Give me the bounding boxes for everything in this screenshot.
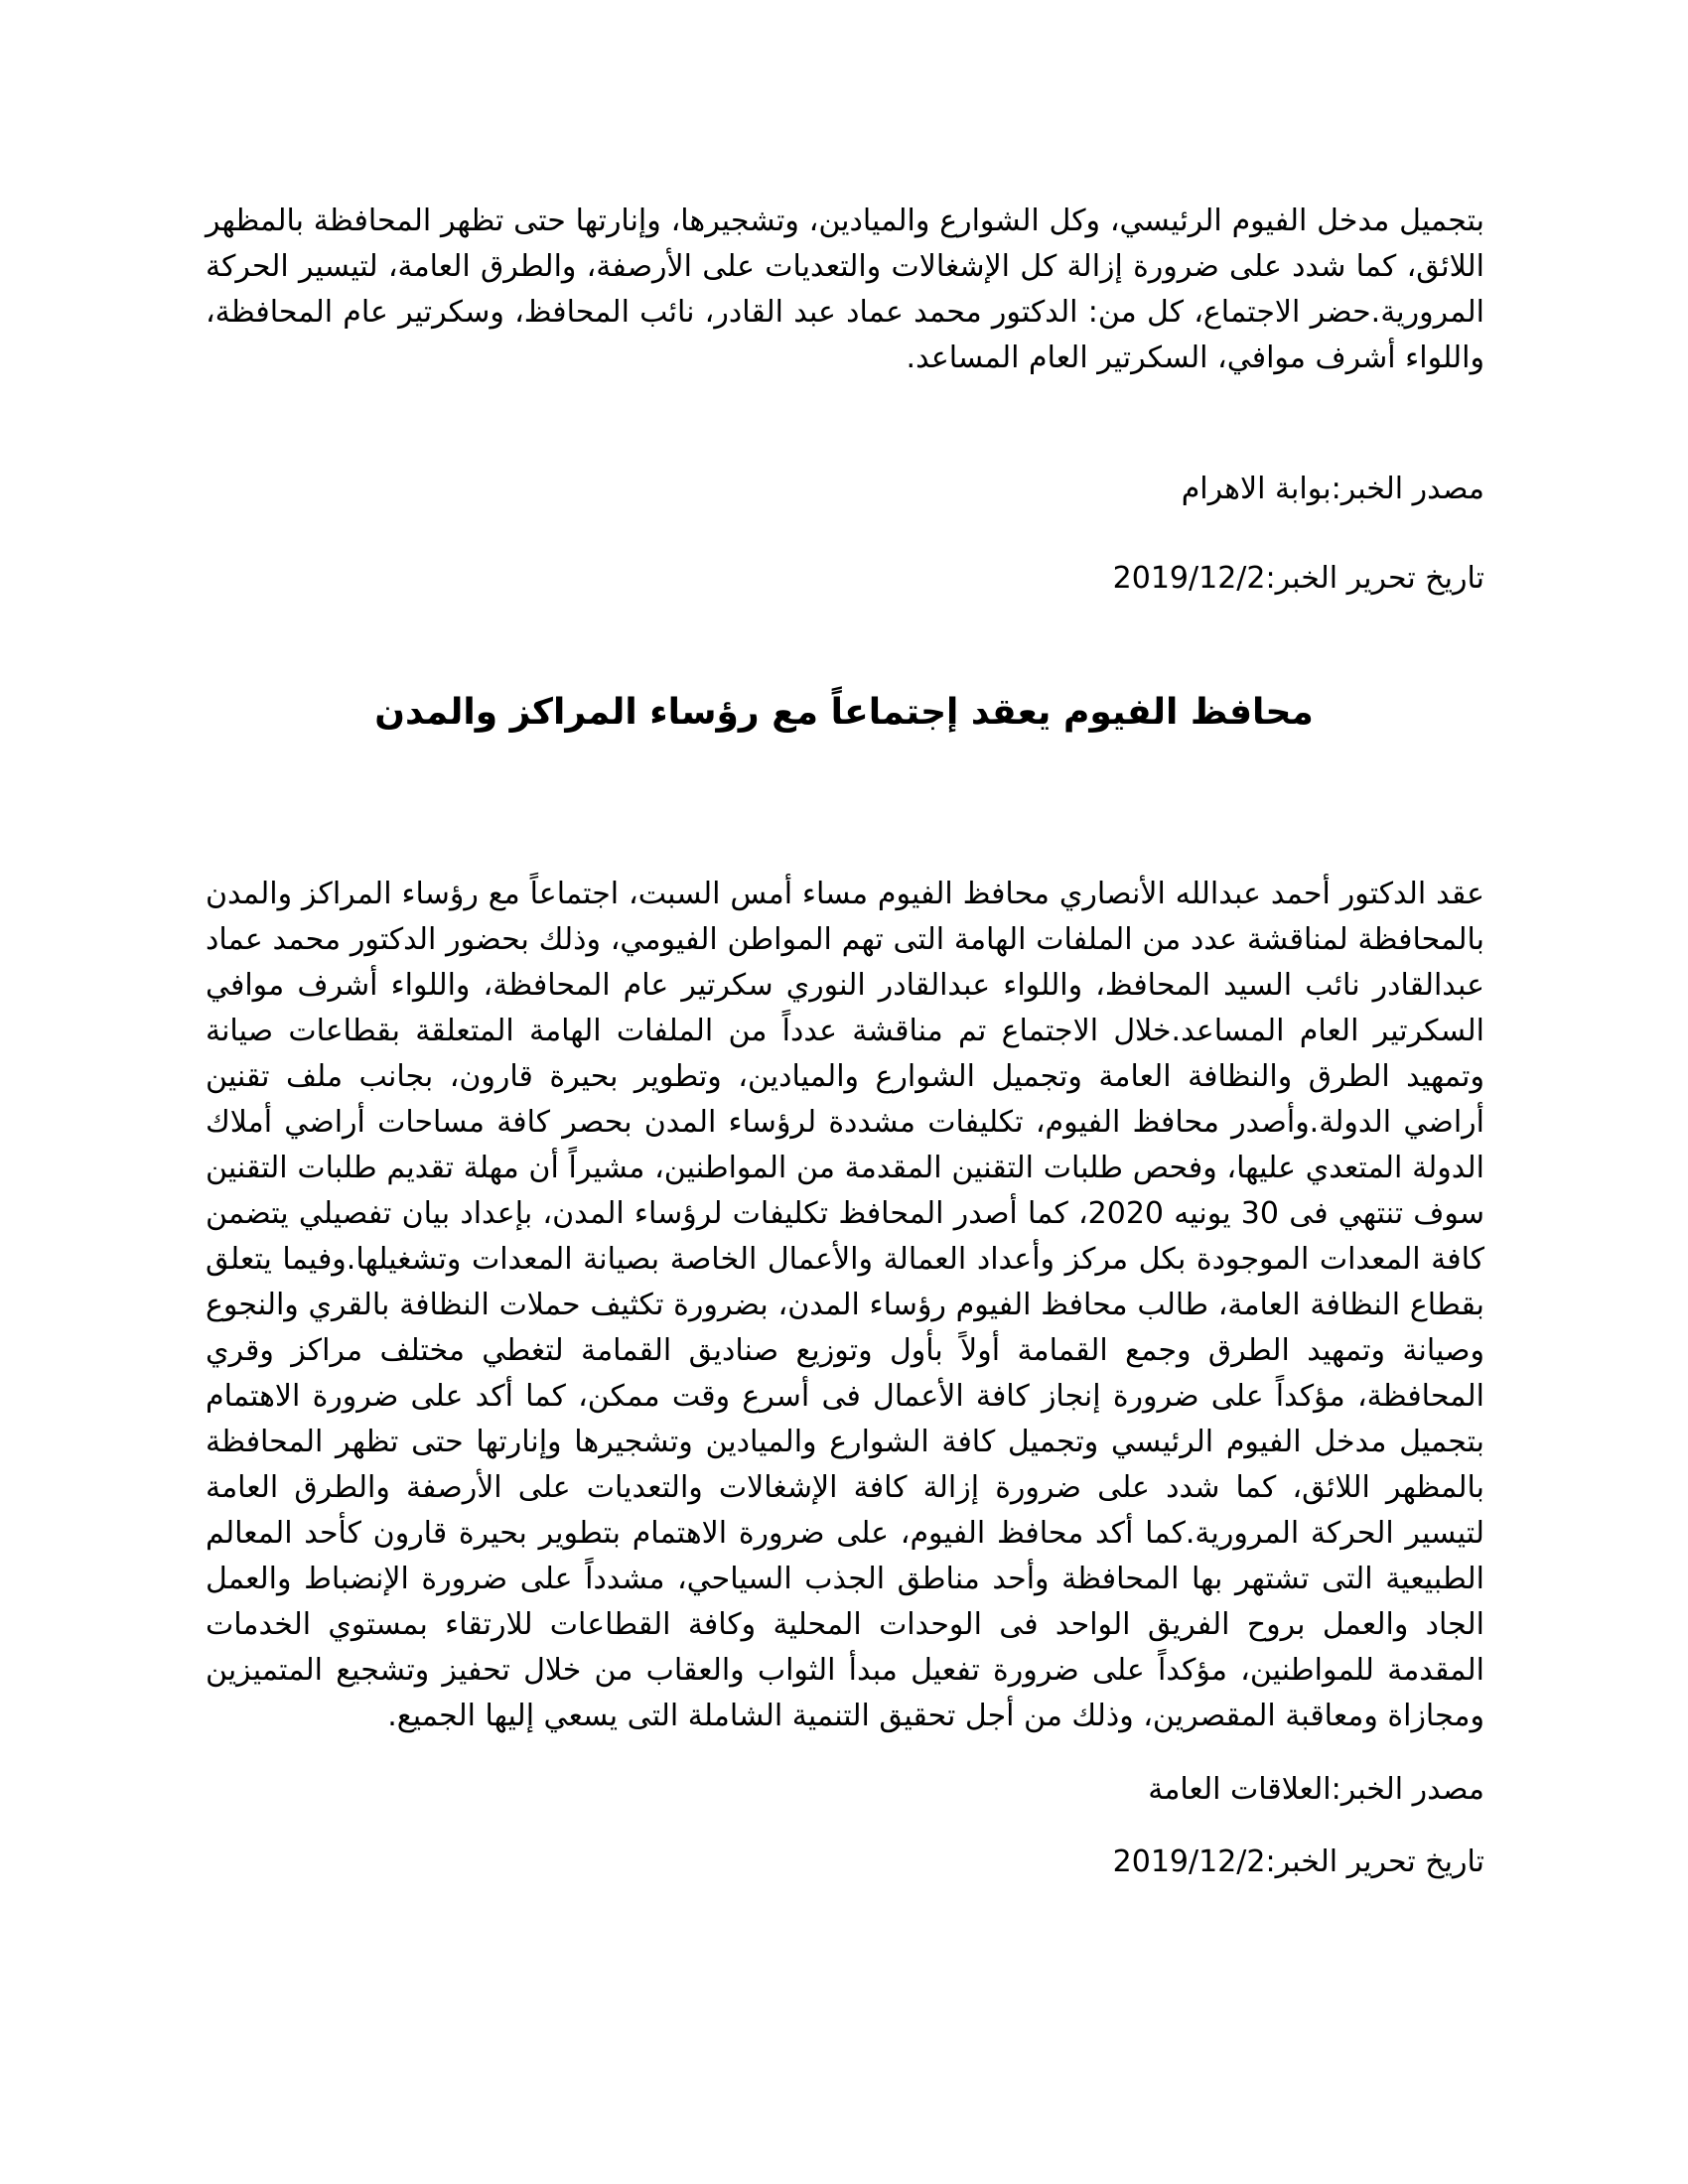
news-date-line: تاريخ تحرير الخبر:2019/12/2 xyxy=(1112,561,1484,596)
article-headline: محافظ الفيوم يعقد إجتماعاً مع رؤساء المراكز والمدن xyxy=(374,692,1314,733)
article-continuation-paragraph: بتجميل مدخل الفيوم الرئيسي، وكل الشوارع والميادين، وتشجيرها، وإنارتها حتى تظهر المحافظة بالمظهر اللائق، كما شدد على ضرورة إزالة كل الإشغالات والتعديات على الأرصفة، والطرق العامة، لتيسير الحركة المرورية.حضر الاجتماع، كل من: الدكتور محمد عماد عبد القادر، نائب المحافظ، وسكرتير عام المحافظة، واللواء أشرف موافي، السكرتير العام المساعد. xyxy=(206,204,1484,375)
news-source-line: مصدر الخبر:بوابة الاهرام xyxy=(1181,472,1484,506)
news-date-line: تاريخ تحرير الخبر:2019/12/2 xyxy=(1112,1844,1484,1879)
article-body-paragraph: عقد الدكتور أحمد عبدالله الأنصاري محافظ الفيوم مساء أمس السبت، اجتماعاً مع رؤساء المراكز والمدن بالمحافظة لمناقشة عدد من الملفات الهامة التى تهم المواطن الفيومي، وذلك بحضور الدكتور محمد عماد عبدالقادر نائب السيد المحافظ، واللواء عبدالقادر النوري سكرتير عام المحافظة، واللواء أشرف موافي السكرتير العام المساعد.خلال الاجتماع تم مناقشة عدداً من الملفات الهامة المتعلقة بقطاعات صيانة وتمهيد الطرق والنظافة العامة وتجميل الشوارع والميادين، وتطوير بحيرة قارون، بجانب ملف تقنين أراضي الدولة.وأصدر محافظ الفيوم، تكليفات مشددة لرؤساء المدن بحصر كافة مساحات أراضي أملاك الدولة المتعدي عليها، وفحص طلبات التقنين المقدمة من المواطنين، مشيراً أن مهلة تقديم طلبات التقنين سوف تنتهي فى 30 يونيه 2020، كما أصدر المحافظ تكليفات لرؤساء المدن، بإعداد بيان تفصيلي يتضمن كافة المعدات الموجودة بكل مركز وأعداد العمالة والأعمال الخاصة بصيانة المعدات وتشغيلها.وفيما يتعلق بقطاع النظافة العامة، طالب محافظ الفيوم رؤساء المدن، بضرورة تكثيف حملات النظافة بالقري والنجوع وصيانة وتمهيد الطرق وجمع القمامة أولاً بأول وتوزيع صناديق القمامة لتغطي مختلف مراكز وقري المحافظة، مؤكداً على ضرورة إنجاز كافة الأعمال فى أسرع وقت ممكن، كما أكد على ضرورة الاهتمام بتجميل مدخل الفيوم الرئيسي وتجميل كافة الشوارع والميادين وتشجيرها وإنارتها حتى تظهر المحافظة بالمظهر اللائق، كما شدد على ضرورة إزالة كافة الإشغالات والتعديات على الأرصفة والطرق العامة لتيسير الحركة المرورية.كما أكد محافظ الفيوم، على ضرورة الاهتمام بتطوير بحيرة قارون كأحد المعالم الطبيعية التى تشتهر بها المحافظة وأحد مناطق الجذب السياحي، مشدداً على ضرورة الإنضباط والعمل الجاد والعمل بروح الفريق الواحد فى الوحدات المحلية وكافة القطاعات للارتقاء بمستوي الخدمات المقدمة للمواطنين، مؤكداً على ضرورة تفعيل مبدأ الثواب والعقاب من خلال تحفيز وتشجيع المتميزين ومجازاة ومعاقبة المقصرين، وذلك من أجل تحقيق التنمية الشاملة التى يسعي إليها الجميع. xyxy=(206,877,1485,1733)
news-source-line: مصدر الخبر:العلاقات العامة xyxy=(1148,1772,1484,1807)
